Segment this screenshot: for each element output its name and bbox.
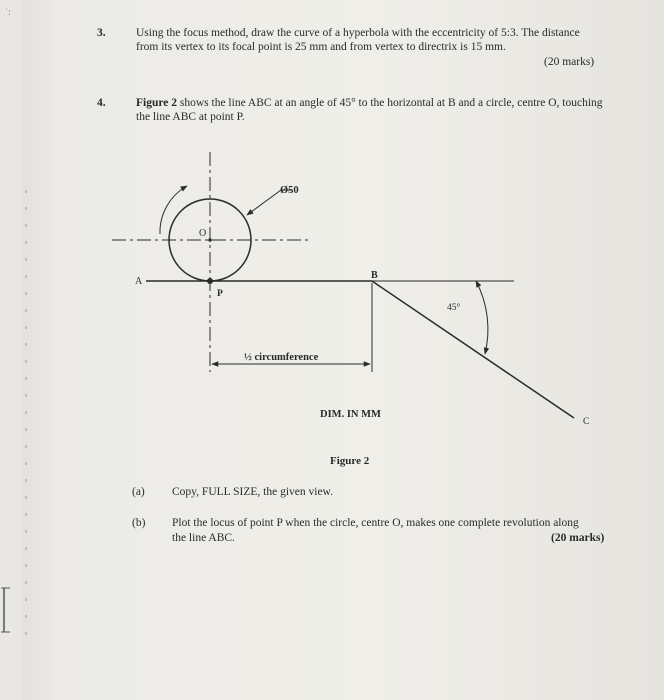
label-p: P [217, 289, 223, 299]
q4-text-line2: the line ABC at point P. [136, 111, 245, 123]
dimensions-note: DIM. IN MM [320, 409, 381, 420]
part-b-marks: (20 marks) [551, 532, 605, 544]
part-b-text-line2: the line ABC. [172, 532, 235, 544]
part-a-text: Copy, FULL SIZE, the given view. [172, 486, 333, 498]
point-p [207, 278, 213, 284]
part-a-label: (a) [132, 486, 145, 498]
label-o: O [199, 228, 207, 239]
part-b-label: (b) [132, 517, 146, 529]
line-bc [372, 281, 574, 418]
figure-reference: Figure 2 [136, 97, 177, 109]
label-c: C [583, 417, 590, 427]
diameter-leader-line [247, 190, 281, 215]
q3-text-line1: Using the focus method, draw the curve of a hyperbola with the eccentricity of 5:3. The distance [136, 27, 580, 39]
q4-number: 4. [97, 97, 106, 109]
q3-marks: (20 marks) [544, 56, 595, 68]
q3-number: 3. [97, 27, 106, 39]
q3-text-line2: from its vertex to its focal point is 25 mm and from vertex to directrix is 15 mm. [136, 41, 506, 53]
figure-caption: Figure 2 [330, 455, 370, 467]
part-b-text-line1: Plot the locus of point P when the circle, centre O, makes one complete revolution along [172, 517, 579, 529]
svg-text:˙:: ˙: [5, 7, 11, 17]
angle-arc [476, 281, 488, 354]
diameter-label: Ø50 [280, 185, 299, 196]
half-circumference-label: ½ circumference [244, 352, 319, 363]
angle-label: 45° [447, 303, 461, 313]
q4-text-line1-rest: shows the line ABC at an angle of 45° to the horizontal at B and a circle, centre O, touching [177, 97, 603, 109]
label-a: A [135, 276, 143, 287]
centre-point-o [208, 238, 212, 242]
label-b: B [371, 270, 378, 281]
